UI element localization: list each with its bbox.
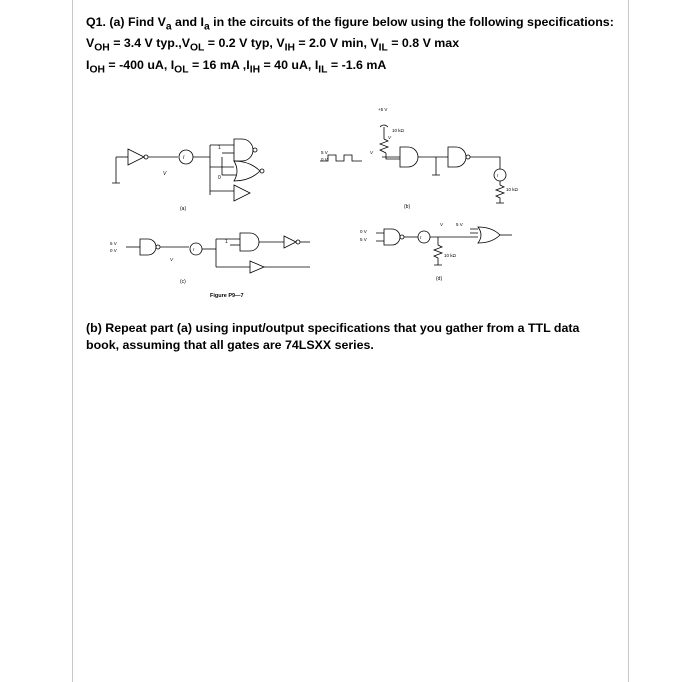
vih-value: = 2.0 V min, xyxy=(294,36,371,51)
circuit-d-ia-label: I xyxy=(420,235,422,240)
label-c: (c) xyxy=(180,279,186,285)
question-text xyxy=(86,14,626,78)
circuit-c-5v-label: 5 V xyxy=(110,241,117,246)
circuit-b xyxy=(320,125,506,203)
circuit-c-buffer-2 xyxy=(250,261,264,273)
iih-value: = 40 uA, xyxy=(260,57,315,72)
label-d: (d) xyxy=(436,276,443,282)
ia-subscript: a xyxy=(203,21,210,33)
q1-prefix: Q1. (a) Find V xyxy=(86,15,166,29)
circuit-c-ammeter xyxy=(190,243,202,255)
circuit-c-nand-gate xyxy=(240,233,259,251)
circuit-d-inputs xyxy=(376,233,384,241)
label-a: (a) xyxy=(180,206,187,212)
circuit-b-ammeter xyxy=(494,169,506,181)
circuit-b-resistor xyxy=(380,139,388,153)
circuit-b-resistor-label: 10 kΩ xyxy=(392,128,404,133)
circuit-d-or-inputs xyxy=(470,229,478,233)
circuit-d-nand-gate xyxy=(384,229,400,245)
circuit-a-ia-label: I xyxy=(183,155,185,161)
iil-symbol: I xyxy=(314,57,319,72)
circuit-c-bubble xyxy=(156,245,160,249)
circuit-a-nor-bubble xyxy=(260,169,264,173)
circuit-b-pullup-wire xyxy=(386,153,400,159)
circuit-b-load-resistor xyxy=(496,181,504,203)
q1-mid: and I xyxy=(171,15,204,29)
circuit-a-one-label: 1 xyxy=(218,145,221,151)
circuit-d-5v-label: 5 V xyxy=(360,237,367,242)
circuit-d-5v-label-2: 5 V xyxy=(456,222,463,227)
circuit-d xyxy=(376,227,512,265)
iil-value: = -1.6 mA xyxy=(327,57,387,72)
vol-symbol: V xyxy=(181,36,190,51)
circuit-d-resistor-label: 10 kΩ xyxy=(444,253,456,258)
circuit-b-plus5v-label: +5 V xyxy=(378,107,388,112)
circuit-a-va-label: V xyxy=(163,171,167,177)
circuit-c-buffer-1 xyxy=(284,236,296,248)
circuit-a-buffer xyxy=(234,185,250,201)
circuit-b-5v-label: 5 V xyxy=(321,150,328,155)
vol-sub: OL xyxy=(190,42,205,54)
circuit-a-ammeter xyxy=(179,150,193,164)
circuit-a-ground xyxy=(112,157,120,183)
circuit-a-zero-label: 0 xyxy=(218,175,221,181)
circuit-figure xyxy=(100,95,540,305)
circuit-c-0v-label: 0 V xyxy=(110,248,117,253)
circuit-b-va-label: V xyxy=(388,135,392,140)
circuit-b-0v-label: 0 V xyxy=(321,157,328,162)
va-subscript: a xyxy=(165,21,172,33)
vil-value: = 0.8 V max xyxy=(387,36,460,51)
circuit-b-ground xyxy=(432,157,440,175)
circuit-a-inverter xyxy=(128,149,144,165)
ioh-symbol: I xyxy=(86,57,90,72)
circuit-a-nor-gate xyxy=(234,161,260,181)
ioh-value: = -400 uA, xyxy=(104,57,171,72)
q1-suffix: in the circuits of the figure below using the following specifications: xyxy=(209,15,614,29)
voh-value: = 3.4 V typ., xyxy=(109,36,182,51)
circuit-b-nand-gate xyxy=(448,147,466,167)
circuit-b-supply xyxy=(380,125,388,139)
circuit-c-and-gate xyxy=(140,239,156,255)
circuit-c-ia-label: I xyxy=(193,247,195,252)
circuit-b-nand-bubble xyxy=(466,155,470,159)
iol-value: = 16 mA , xyxy=(188,57,247,72)
circuit-c-va-label: V xyxy=(170,257,174,262)
part-b-text xyxy=(86,320,606,354)
iol-symbol: I xyxy=(170,57,175,72)
question-line-2 xyxy=(86,35,626,56)
circuit-b-output-wire xyxy=(470,157,500,169)
voh-symbol: V xyxy=(86,36,95,51)
circuit-b-and-gate xyxy=(400,147,418,167)
circuit-d-0v-label: 0 V xyxy=(360,229,367,234)
circuit-b-load-label: 10 kΩ xyxy=(506,187,518,192)
question-line-1 xyxy=(86,14,626,35)
vil-sub: IL xyxy=(378,42,388,54)
vih-symbol: V xyxy=(276,36,285,51)
iol-sub: OL xyxy=(174,64,189,76)
circuit-d-or-gate xyxy=(478,227,500,243)
circuit-a xyxy=(112,139,264,201)
vol-value: = 0.2 V typ, xyxy=(204,36,277,51)
circuit-a-nand-gate xyxy=(234,139,253,161)
circuit-a-nand-bubble xyxy=(253,148,257,152)
circuit-d-va-label: V xyxy=(440,222,444,227)
circuit-b-ia-label: I xyxy=(497,173,499,178)
vil-symbol: V xyxy=(370,36,379,51)
label-b: (b) xyxy=(404,204,411,210)
part-b-line-1: (b) Repeat part (a) using input/output specifications that you gather from a TTL data xyxy=(86,321,580,335)
ioh-sub: OH xyxy=(89,64,105,76)
circuit-c-gate-inputs xyxy=(216,239,250,267)
voh-sub: OH xyxy=(94,42,110,54)
circuit-b-vin-label: V xyxy=(370,150,374,155)
circuit-d-resistor xyxy=(434,237,442,265)
circuit-c-one-label: 1 xyxy=(225,239,228,245)
iih-sub: IH xyxy=(249,64,261,76)
figure-caption: Figure P9—7 xyxy=(210,293,244,299)
iil-sub: IL xyxy=(318,64,328,76)
vih-sub: IH xyxy=(284,42,295,54)
circuit-c xyxy=(126,233,310,273)
question-line-3 xyxy=(86,57,626,78)
part-b-line-2: book, assuming that all gates are 74LSXX series. xyxy=(86,338,374,352)
iih-symbol: I xyxy=(246,57,250,72)
circuit-d-bubble xyxy=(400,235,404,239)
